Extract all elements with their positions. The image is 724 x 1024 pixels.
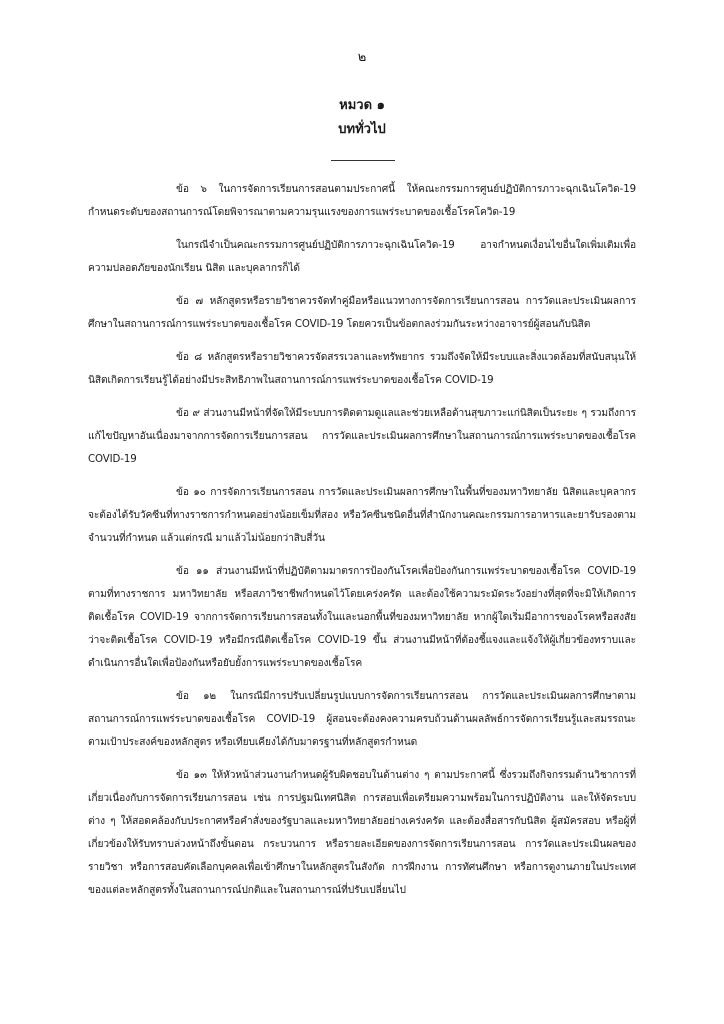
heading-divider — [331, 160, 395, 161]
paragraph-clause-6-addendum: ในกรณีจำเป็นคณะกรรมการศูนย์ปฏิบัติการภาวะฉุกเฉินโควิด-19 อาจกำหนดเงื่อนไขอื่นใดเพิ่มเติมเพื่อความปลอดภัยของนักเรียน นิสิต และบุคลากรก็ได้ — [88, 240, 636, 274]
paragraph-clause-7: ข้อ ๗ หลักสูตรหรือรายวิชาควรจัดทำคู่มือหรือแนวทางการจัดการเรียนการสอน การวัดและประเมินผลการศึกษาในสถานการณ์การแพร่ระบาดของเชื้อโรค COVID-19 โดยควรเป็นข้อตกลงร่วมกันระหว่างอาจารย์ผู้สอนกับนิสิต — [88, 296, 636, 330]
paragraph-clause-10: ข้อ ๑๐ การจัดการเรียนการสอน การวัดและประเมินผลการศึกษาในพื้นที่ของมหาวิทยาลัย นิสิตและบุคลากรจะต้องได้รับวัคซีนที่ทางราชการกำหนดอย่างน้อยเข็มที่สอง หรือวัคซีนชนิดอื่นที่สำนักงานคณะกรรมการอาหารและยารับรองตามจำนวนที่กำหนด แล้วแต่กรณี มาแล้วไม่น้อยกว่าสิบสี่วัน — [88, 487, 636, 544]
chapter-title: บททั่วไป — [338, 122, 386, 137]
paragraph-clause-13: ข้อ ๑๓ ให้หัวหน้าส่วนงานกำหนดผู้รับผิดชอบในด้านต่าง ๆ ตามประกาศนี้ ซึ่งรวมถึงกิจกรรมด้านวิชาการที่เกี่ยวเนื่องกับการจัดการเรียนการสอน เช่น การปฐมนิเทศนิสิต การสอบเพื่อเตรียมความพร้อมในการปฏิบัติงาน และให้จัดระบบต่าง ๆ ให้สอดคล้องกับประกาศหรือคำสั่งของรัฐบาลและมหาวิทยาลัยอย่างเคร่งครัด และต้องสื่อสารกับนิสิต ผู้สมัครสอบ หรือผู้ที่เกี่ยวข้องให้รับทราบล่วงหน้าถึงขั้นตอน กระบวนการ หรือรายละเอียดของการจัดการเรียนการสอน การวัดและประเมินผลของรายวิชา หรือการสอบคัดเลือกบุคคลเพื่อเข้าศึกษาในหลักสูตรในสังกัด การฝึกงาน การทัศนศึกษา หรือการดูงานภายในประเทศของแต่ละหลักสูตรทั้งในสถานการณ์ปกติและในสถานการณ์ที่ปรับเปลี่ยนไป — [88, 770, 636, 896]
paragraph-clause-8: ข้อ ๘ หลักสูตรหรือรายวิชาควรจัดสรรเวลาและทรัพยากร รวมถึงจัดให้มีระบบและสิ่งแวดล้อมที่สนับสนุนให้นิสิตเกิดการเรียนรู้ได้อย่างมีประสิทธิภาพในสถานการณ์การแพร่ระบาดของเชื้อโรค COVID-19 — [88, 352, 636, 386]
paragraph-clause-9: ข้อ ๙ ส่วนงานมีหน้าที่จัดให้มีระบบการติดตามดูแลและช่วยเหลือด้านสุขภาวะแก่นิสิตเป็นระยะ ๆ รวมถึงการแก้ไขปัญหาอันเนื่องมาจากการจัดการเรียนการสอน การวัดและประเมินผลการศึกษาในสถานการณ์การแพร่ระบาดของเชื้อโรค COVID-19 — [88, 408, 636, 465]
page-number: ๒ — [357, 50, 367, 65]
paragraph-clause-11: ข้อ ๑๑ ส่วนงานมีหน้าที่ปฏิบัติตามมาตรการป้องกันโรคเพื่อป้องกันการแพร่ระบาดของเชื้อโรค COVID-19 ตามที่ทางราชการ มหาวิทยาลัย หรือสภาวิชาชีพกำหนดไว้โดยเคร่งครัด และต้องใช้ความระมัดระวังอย่างที่สุดที่จะมิให้เกิดการติดเชื้อโรค COVID-19 จากการจัดการเรียนการสอนทั้งในและนอกพื้นที่ของมหาวิทยาลัย หากผู้ใดเริ่มมีอาการของโรคหรือสงสัยว่าจะติดเชื้อโรค COVID-19 หรือมีกรณีติดเชื้อโรค COVID-19 ขึ้น ส่วนงานมีหน้าที่ต้องชี้แจงและแจ้งให้ผู้เกี่ยวข้องทราบและดำเนินการอื่นใดเพื่อป้องกันหรือยับยั้งการแพร่ระบาดของเชื้อโรค — [88, 566, 636, 669]
chapter-number: หมวด ๑ — [339, 98, 385, 113]
chapter-heading — [0, 94, 724, 142]
paragraph-clause-12: ข้อ ๑๒ ในกรณีมีการปรับเปลี่ยนรูปแบบการจัดการเรียนการสอน การวัดและประเมินผลการศึกษาตามสถานการณ์การแพร่ระบาดของเชื้อโรค COVID-19 ผู้สอนจะต้องคงความครบถ้วนด้านผลลัพธ์การจัดการเรียนรู้และสมรรถนะตามเป้าประสงค์ของหลักสูตร หรือเทียบเคียงได้กับมาตรฐานที่หลักสูตรกำหนด — [88, 691, 636, 748]
document-body — [88, 178, 636, 912]
paragraph-clause-6: ข้อ ๖ ในการจัดการเรียนการสอนตามประกาศนี้ ให้คณะกรรมการศูนย์ปฏิบัติการภาวะฉุกเฉินโควิด-19 กำหนดระดับของสถานการณ์โดยพิจารณาตามความรุนแรงของการแพร่ระบาดของเชื้อโรคโควิด-19 — [88, 184, 636, 218]
